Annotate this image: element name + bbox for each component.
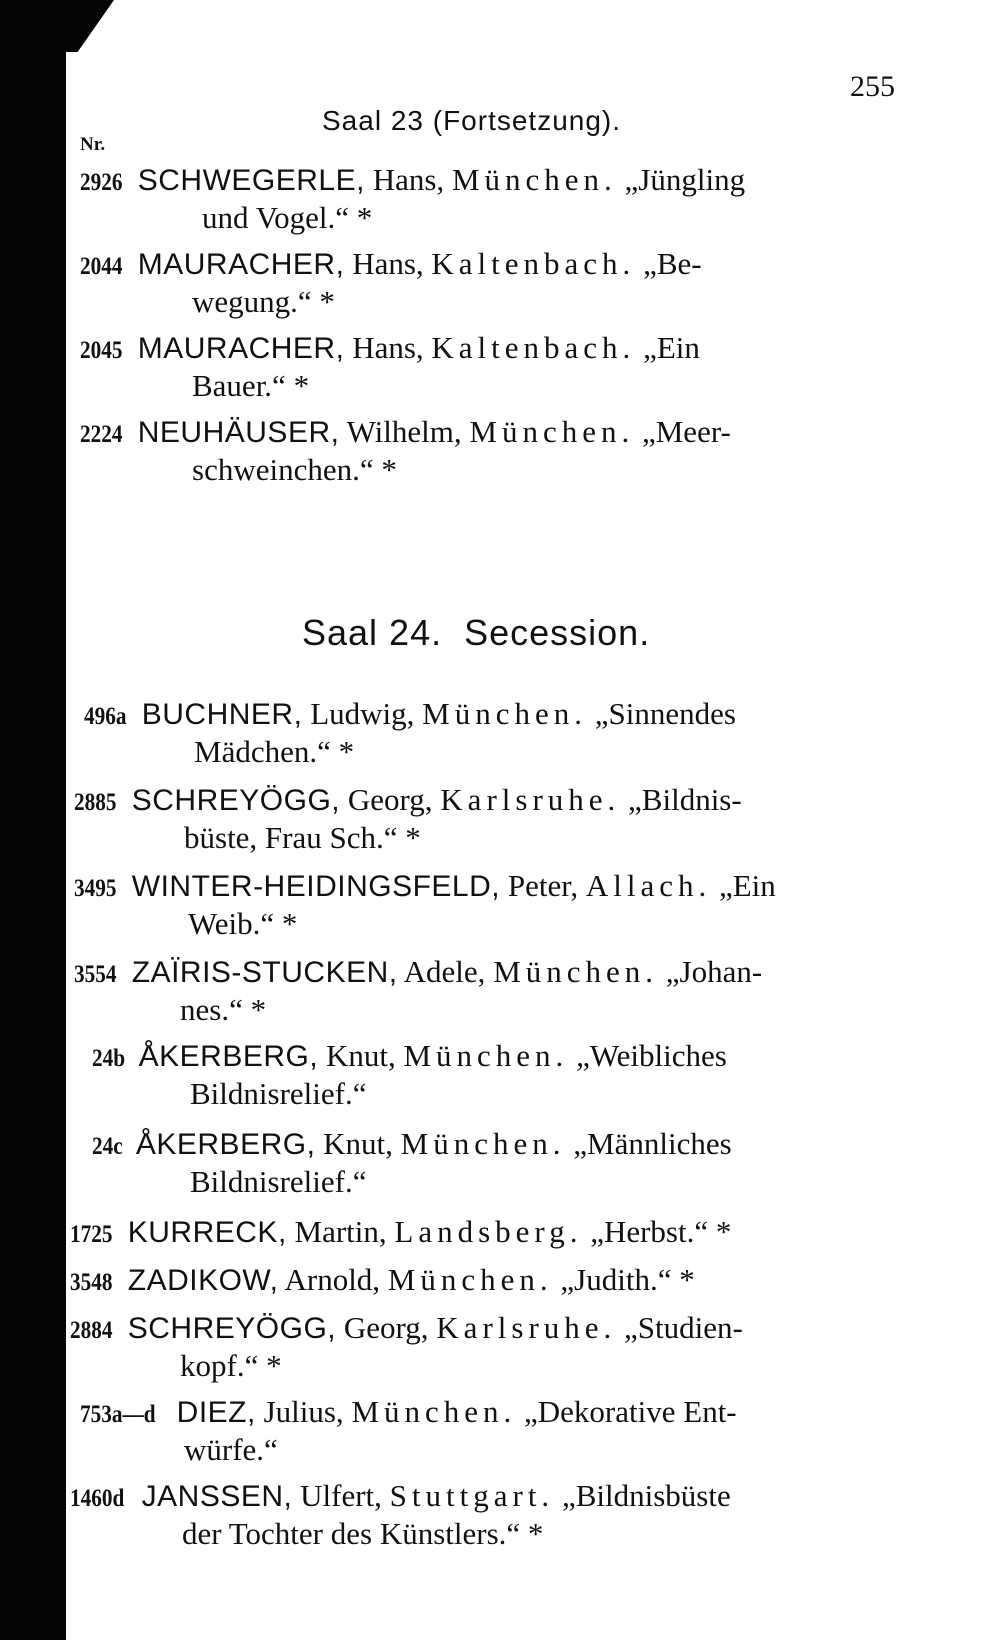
artist-city: München. bbox=[351, 1394, 517, 1429]
artist-name: MAURACHER, bbox=[137, 248, 345, 281]
work-title-continued: Bildnisrelief.“ bbox=[190, 1076, 367, 1111]
artist-city: Kaltenbach. bbox=[431, 330, 636, 365]
catalog-entry bbox=[74, 784, 742, 853]
work-title: „Ein bbox=[718, 868, 776, 903]
work-title: „Be- bbox=[643, 246, 702, 281]
artist-given-name: Arnold, bbox=[284, 1262, 381, 1297]
work-title-continued: schweinchen.“ * bbox=[192, 452, 397, 487]
catalog-entry bbox=[80, 1396, 737, 1465]
running-head: Saal 23 (Fortsetzung). bbox=[322, 105, 622, 136]
artist-given-name: Hans, bbox=[352, 246, 424, 281]
work-title: „Weibliches bbox=[576, 1038, 727, 1073]
page-number: 255 bbox=[850, 70, 895, 103]
artist-city: Karlsruhe. bbox=[440, 782, 621, 817]
artist-given-name: Martin, bbox=[294, 1214, 387, 1249]
work-title: „Dekorative Ent- bbox=[524, 1394, 737, 1429]
artist-given-name: Wilhelm, bbox=[346, 414, 462, 449]
entry-number: 2926 bbox=[80, 169, 123, 196]
artist-name: SCHREYÖGG, bbox=[131, 784, 341, 817]
artist-city: Kaltenbach. bbox=[431, 246, 636, 281]
work-title-continued: wegung.“ * bbox=[192, 284, 335, 319]
work-title-continued: Weib.“ * bbox=[188, 906, 298, 941]
artist-name: JANSSEN, bbox=[141, 1480, 293, 1513]
catalog-entry bbox=[74, 956, 762, 1025]
work-title: „Studien- bbox=[624, 1310, 743, 1345]
artist-name: ÅKERBERG, bbox=[135, 1128, 316, 1161]
work-title: „Johan- bbox=[665, 954, 763, 989]
entry-number: 24c bbox=[92, 1133, 123, 1160]
artist-city: München. bbox=[493, 954, 659, 989]
artist-city: München. bbox=[451, 162, 617, 197]
catalog-entry bbox=[92, 1128, 732, 1197]
artist-given-name: Julius, bbox=[263, 1394, 344, 1429]
entry-number: 2885 bbox=[74, 789, 117, 816]
entry-number: 1725 bbox=[70, 1221, 113, 1248]
work-title: „Herbst.“ * bbox=[590, 1214, 732, 1249]
catalog-entry bbox=[84, 698, 736, 767]
artist-given-name: Ludwig, bbox=[310, 696, 415, 731]
artist-name: MAURACHER, bbox=[137, 332, 345, 365]
artist-given-name: Georg, bbox=[343, 1310, 429, 1345]
artist-name: DIEZ, bbox=[176, 1396, 256, 1429]
work-title: „Ein bbox=[643, 330, 700, 365]
entry-number: 2045 bbox=[80, 337, 123, 364]
artist-given-name: Hans, bbox=[352, 330, 424, 365]
catalog-entry bbox=[70, 1216, 731, 1248]
artist-city: Allach. bbox=[585, 868, 712, 903]
work-title-continued: Bauer.“ * bbox=[192, 368, 310, 403]
catalog-entry bbox=[80, 332, 700, 401]
entry-number: 753a—d bbox=[80, 1401, 156, 1428]
entry-number: 496a bbox=[84, 703, 127, 730]
book-spine-shadow bbox=[0, 0, 66, 1640]
artist-city: München. bbox=[400, 1126, 566, 1161]
catalog-entry bbox=[80, 248, 702, 317]
work-title-continued: Mädchen.“ * bbox=[194, 734, 355, 769]
work-title: „Meer- bbox=[641, 414, 731, 449]
artist-city: Landsberg. bbox=[394, 1214, 583, 1249]
work-title-continued: büste, Frau Sch.“ * bbox=[184, 820, 421, 855]
catalog-entry bbox=[80, 416, 731, 485]
artist-given-name: Hans, bbox=[372, 162, 445, 197]
catalog-entry bbox=[74, 870, 776, 939]
artist-name: BUCHNER, bbox=[141, 698, 303, 731]
work-title: „Bildnis- bbox=[628, 782, 742, 817]
catalog-entry bbox=[80, 164, 745, 233]
artist-name: ÅKERBERG, bbox=[138, 1040, 319, 1073]
artist-given-name: Knut, bbox=[323, 1126, 393, 1161]
artist-name: WINTER-HEIDINGSFELD, bbox=[131, 870, 501, 903]
artist-city: München. bbox=[403, 1038, 569, 1073]
work-title: „Sinnendes bbox=[594, 696, 736, 731]
catalog-entry bbox=[70, 1480, 731, 1549]
catalog-entry bbox=[70, 1264, 695, 1296]
column-label-nr: Nr. bbox=[80, 134, 106, 155]
entry-number: 2044 bbox=[80, 253, 123, 280]
artist-given-name: Georg, bbox=[347, 782, 433, 817]
artist-given-name: Peter, bbox=[507, 868, 579, 903]
entry-number: 3495 bbox=[74, 875, 117, 902]
section-heading bbox=[302, 612, 650, 654]
catalog-entry bbox=[70, 1312, 743, 1381]
artist-name: NEUHÄUSER, bbox=[137, 416, 340, 449]
work-title: „Bildnisbüste bbox=[561, 1478, 731, 1513]
artist-name: SCHWEGERLE, bbox=[137, 164, 365, 197]
entry-number: 2884 bbox=[70, 1317, 113, 1344]
artist-name: ZADIKOW, bbox=[127, 1264, 279, 1297]
work-title: „Jüngling bbox=[624, 162, 746, 197]
catalog-entry bbox=[92, 1040, 727, 1109]
artist-city: München. bbox=[422, 696, 587, 731]
work-title-continued: und Vogel.“ * bbox=[202, 200, 373, 235]
work-title: „Männliches bbox=[573, 1126, 732, 1161]
work-title-continued: nes.“ * bbox=[180, 992, 267, 1027]
artist-city: Stuttgart. bbox=[389, 1478, 555, 1513]
section-name: Secession. bbox=[464, 612, 651, 653]
artist-city: Karlsruhe. bbox=[436, 1310, 617, 1345]
artist-given-name: Adele, bbox=[403, 954, 486, 989]
work-title-continued: würfe.“ bbox=[184, 1432, 278, 1467]
work-title-continued: kopf.“ * bbox=[180, 1348, 282, 1383]
work-title: „Judith.“ * bbox=[560, 1262, 695, 1297]
entry-number: 2224 bbox=[80, 421, 123, 448]
artist-name: SCHREYÖGG, bbox=[127, 1312, 337, 1345]
artist-city: München. bbox=[387, 1262, 553, 1297]
work-title-continued: Bildnisrelief.“ bbox=[190, 1164, 367, 1199]
work-title-continued: der Tochter des Künstlers.“ * bbox=[182, 1516, 544, 1551]
artist-name: ZAÏRIS-STUCKEN, bbox=[131, 956, 398, 989]
artist-given-name: Ulfert, bbox=[300, 1478, 382, 1513]
entry-number: 1460d bbox=[70, 1485, 125, 1512]
entry-number: 3548 bbox=[70, 1269, 113, 1296]
entry-number: 3554 bbox=[74, 961, 117, 988]
artist-given-name: Knut, bbox=[325, 1038, 396, 1073]
section-label: Saal 24. bbox=[302, 612, 443, 653]
entry-number: 24b bbox=[92, 1045, 126, 1072]
artist-city: München. bbox=[469, 414, 635, 449]
artist-name: KURRECK, bbox=[127, 1216, 287, 1249]
